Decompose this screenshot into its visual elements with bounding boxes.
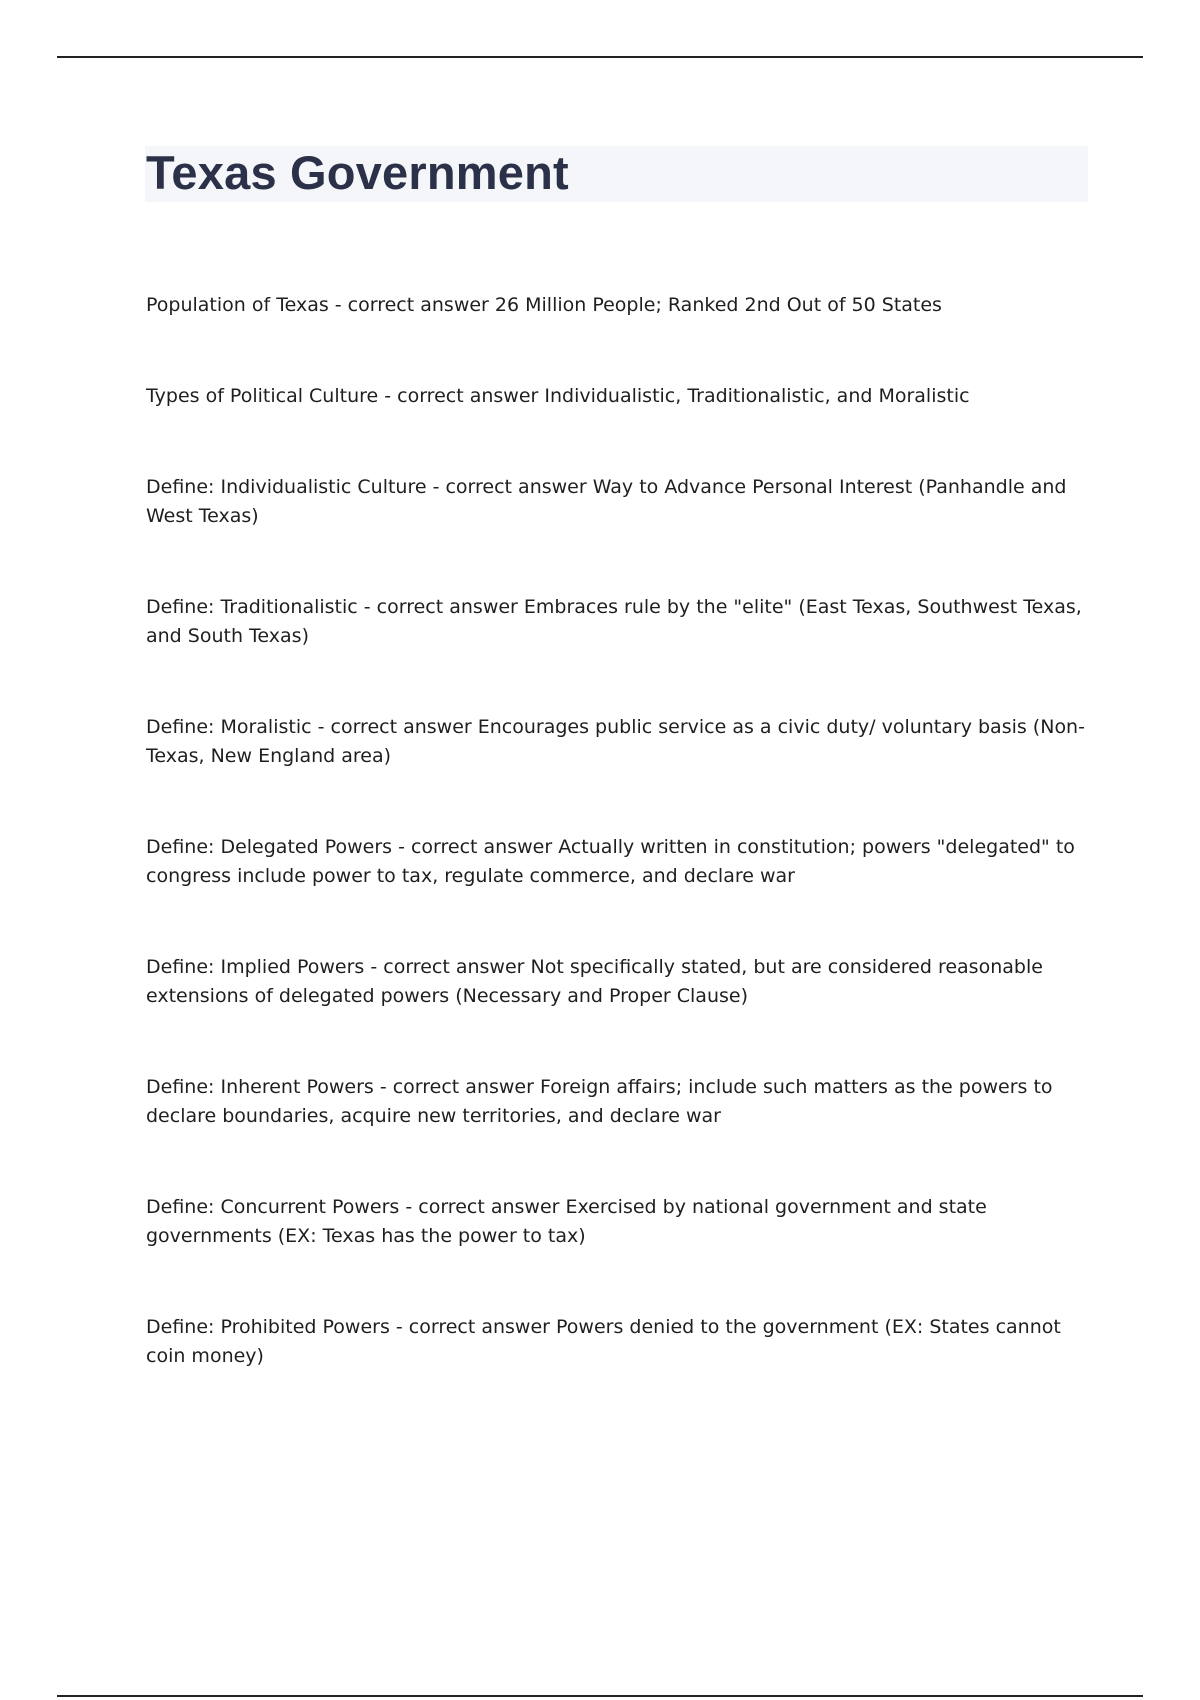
bottom-rule <box>57 1695 1143 1697</box>
flashcard-entry: Define: Delegated Powers - correct answer Actually written in constitution; powers "delegated" to congress include power to tax, regulate commerce, and declare war <box>146 836 1075 887</box>
flashcard-entry: Define: Traditionalistic - correct answer Embraces rule by the "elite" (East Texas, Southwest Texas, and South Texas) <box>146 596 1082 647</box>
flashcard-entry: Define: Implied Powers - correct answer Not specifically stated, but are considered reasonable extensions of delegated powers (Necessary and Proper Clause) <box>146 956 1043 1007</box>
top-rule <box>57 56 1143 58</box>
flashcard-entry: Define: Concurrent Powers - correct answer Exercised by national government and state governments (EX: Texas has the power to tax) <box>146 1196 987 1247</box>
page-title: Texas Government <box>146 146 569 199</box>
flashcard-entry: Define: Inherent Powers - correct answer Foreign affairs; include such matters as the powers to declare boundaries, acquire new territories, and declare war <box>146 1076 1053 1127</box>
flashcard-entry: Population of Texas - correct answer 26 Million People; Ranked 2nd Out of 50 States <box>146 294 942 316</box>
flashcard-entry: Define: Individualistic Culture - correct answer Way to Advance Personal Interest (Panhandle and West Texas) <box>146 476 1067 527</box>
flashcard-entry: Define: Moralistic - correct answer Encourages public service as a civic duty/ voluntary basis (Non-Texas, New England area) <box>146 716 1085 767</box>
flashcard-entry: Define: Prohibited Powers - correct answer Powers denied to the government (EX: States cannot coin money) <box>146 1316 1061 1367</box>
flashcard-entry: Types of Political Culture - correct answer Individualistic, Traditionalistic, and Moralistic <box>146 385 970 407</box>
